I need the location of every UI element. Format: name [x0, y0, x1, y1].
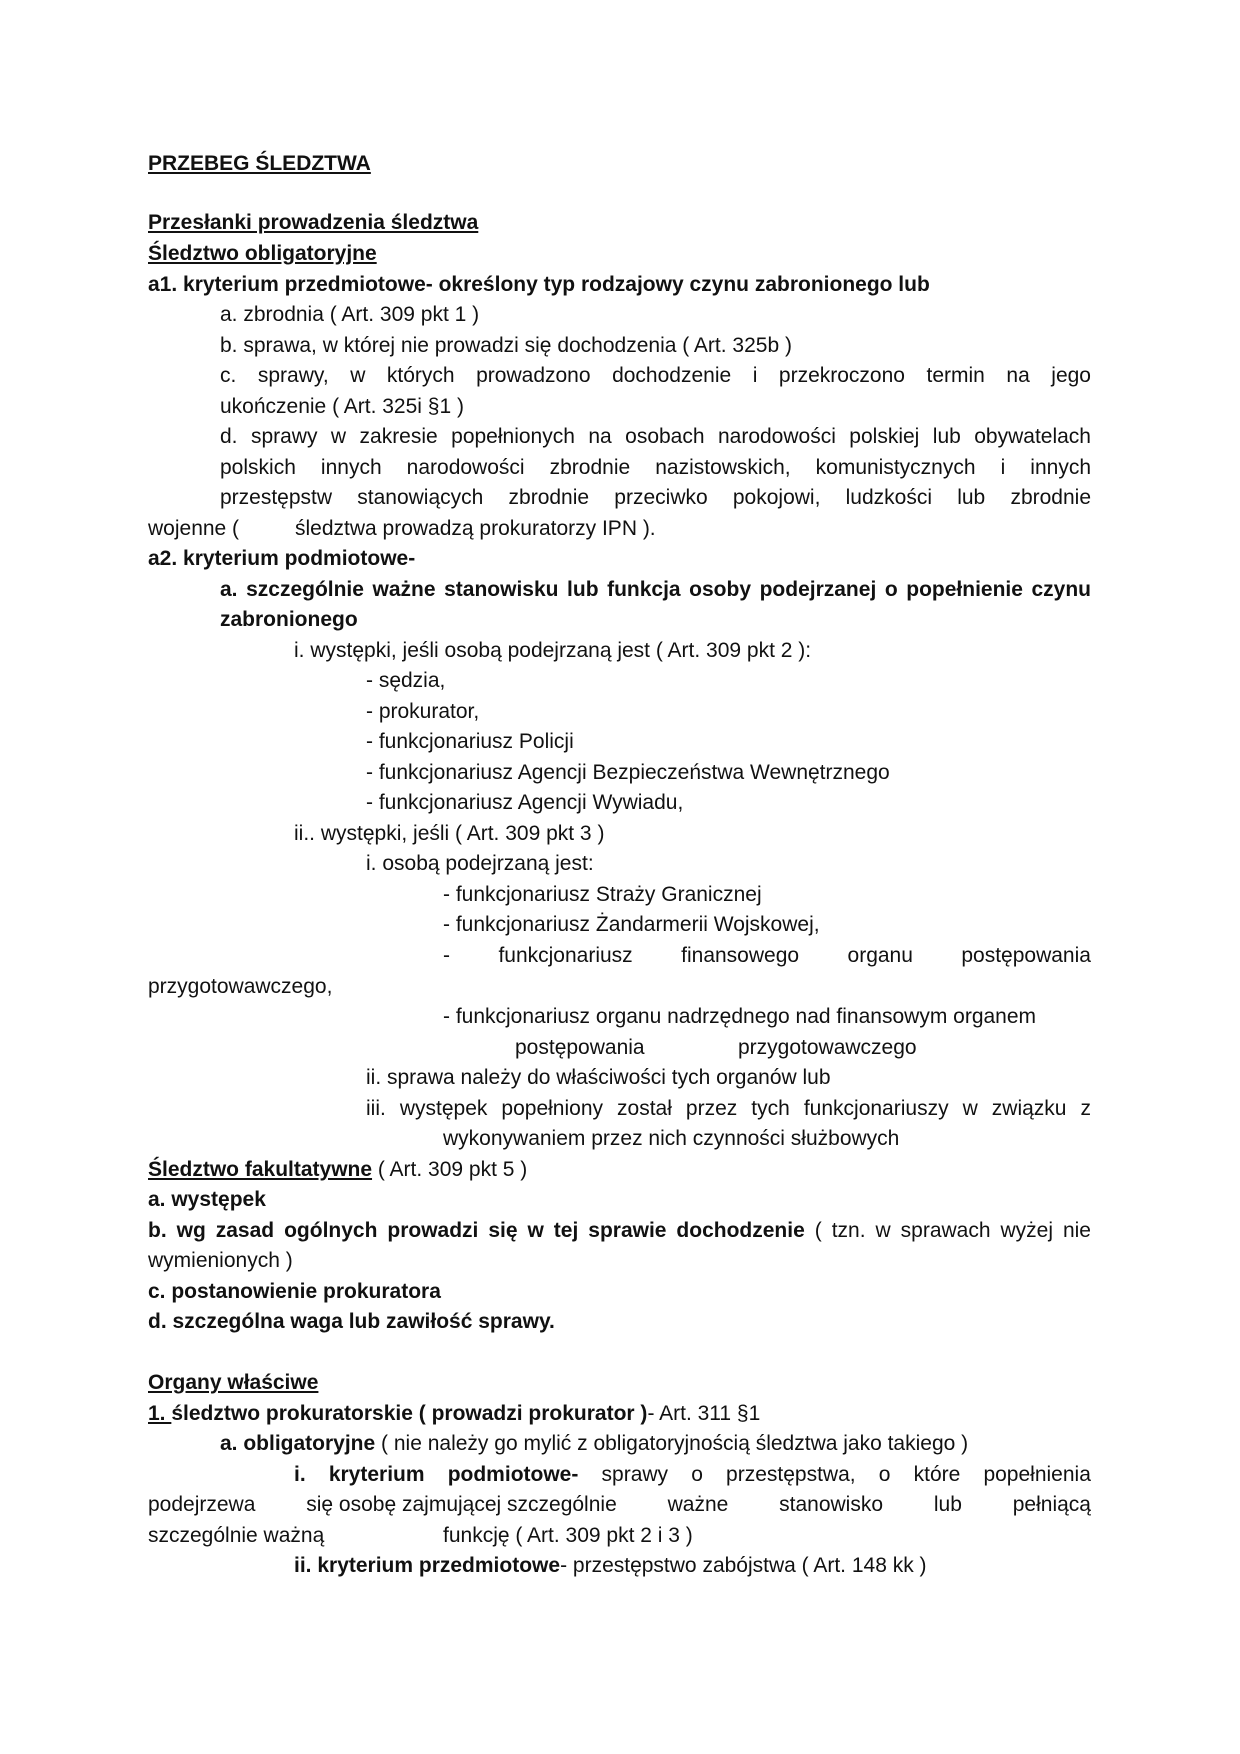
word: stanowisko	[779, 1493, 884, 1516]
list-item: - prokurator,	[366, 700, 480, 723]
subheading-facultative: Śledztwo fakultatywne	[148, 1158, 373, 1181]
item-a1-a: a. zbrodnia ( Art. 309 pkt 1 )	[220, 303, 480, 326]
item-a1-d-line2: polskich innych narodowości zbrodnie nazistowskich, komunistycznych i innych	[220, 456, 1091, 479]
word: -	[443, 944, 450, 967]
facultative-b-line2: wymienionych )	[148, 1249, 293, 1272]
facultative-b-line1	[148, 1217, 1091, 1245]
item-a1-d-line4a: wojenne (	[148, 517, 240, 540]
word: popełnienia	[983, 1463, 1091, 1486]
list-item-superior-line2a: postępowania	[515, 1036, 645, 1059]
facultative-heading-line	[148, 1156, 527, 1184]
list-item-superior-line1: - funkcjonariusz organu nadrzędnego nad finansowym organem	[443, 1005, 1037, 1028]
word: postępowania	[961, 944, 1091, 967]
organs-p1-num: 1.	[148, 1402, 172, 1425]
word: przestępstwa,	[726, 1463, 856, 1486]
word: pełniącą	[1012, 1493, 1091, 1516]
organs-a-ii-rest: - przestępstwo zabójstwa ( Art. 148 kk )	[560, 1554, 927, 1577]
word: o	[878, 1463, 891, 1486]
list-item: - funkcjonariusz Agencji Wywiadu,	[366, 791, 684, 814]
word: o	[691, 1463, 703, 1486]
list-item: - funkcjonariusz Żandarmerii Wojskowej,	[443, 913, 820, 936]
facultative-c: c. postanowienie prokuratora	[148, 1280, 441, 1303]
organs-a-ii-bold: ii. kryterium przedmiotowe	[294, 1554, 561, 1577]
word: finansowego	[681, 944, 800, 967]
organs-p1-rest: - Art. 311 §1	[647, 1402, 761, 1425]
word: kryterium	[328, 1463, 425, 1486]
criterion-a2: a2. kryterium podmiotowe-	[148, 547, 416, 570]
section-heading-organs: Organy właściwe	[148, 1371, 319, 1394]
organs-a	[220, 1430, 968, 1458]
list-item: - funkcjonariusz Agencji Bezpieczeństwa Wewnętrznego	[366, 761, 890, 784]
organs-a-bold: a. obligatoryjne	[220, 1432, 376, 1455]
word: i.	[294, 1463, 306, 1486]
list-item: - funkcjonariusz Straży Granicznej	[443, 883, 762, 906]
word: się osobę zajmującej szczególnie	[306, 1493, 617, 1516]
facultative-b-rest: ( tzn. w sprawach wyżej nie	[804, 1219, 1091, 1242]
word: sprawy	[601, 1463, 669, 1486]
item-a2-ii-ii: ii. sprawa należy do właściwości tych organów lub	[366, 1066, 831, 1089]
word: które	[913, 1463, 961, 1486]
organs-a-i-line3a: szczególnie ważną	[148, 1524, 325, 1547]
item-a1-b: b. sprawa, w której nie prowadzi się dochodzenia ( Art. 325b )	[220, 334, 792, 357]
item-a1-c-line2: ukończenie ( Art. 325i §1 )	[220, 395, 464, 418]
item-a1-c-line1: c. sprawy, w których prowadzono dochodzenie i przekroczono termin na jego	[220, 364, 1091, 387]
item-a2-ii: ii.. występki, jeśli ( Art. 309 pkt 3 )	[294, 822, 605, 845]
organs-a-ii	[294, 1552, 927, 1580]
item-a2-a-line1: a. szczególnie ważne stanowisku lub funkcja osoby podejrzanej o popełnienie czynu	[220, 578, 1091, 601]
document-title: PRZEBEG ŚLEDZTWA	[148, 152, 371, 175]
list-item-superior-line2b: przygotowawczego	[738, 1036, 917, 1059]
item-a2-i: i. występki, jeśli osobą podejrzaną jest ( Art. 309 pkt 2 ):	[294, 639, 812, 662]
item-a2-ii-i: i. osobą podejrzaną jest:	[366, 852, 594, 875]
word: lub	[933, 1493, 962, 1516]
list-item-financial-cont: przygotowawczego,	[148, 975, 333, 998]
organs-p1-bold: śledztwo prokuratorskie ( prowadzi prokurator )	[171, 1402, 648, 1425]
item-a2-ii-iii-line2: wykonywaniem przez nich czynności służbowych	[443, 1127, 900, 1150]
criterion-a1: a1. kryterium przedmiotowe- określony typ rodzajowy czynu zabronionego lub	[148, 273, 930, 296]
facultative-ref: ( Art. 309 pkt 5 )	[372, 1158, 528, 1181]
word: organu	[847, 944, 913, 967]
facultative-d: d. szczególna waga lub zawiłość sprawy.	[148, 1310, 555, 1333]
word: podmiotowe-	[447, 1463, 579, 1486]
subheading-obligatory: Śledztwo obligatoryjne	[148, 242, 377, 265]
word: podejrzewa	[148, 1493, 256, 1516]
word: funkcjonariusz	[498, 944, 633, 967]
facultative-a: a. występek	[148, 1188, 266, 1211]
organs-a-rest: ( nie należy go mylić z obligatoryjnością śledztwa jako takiego )	[375, 1432, 969, 1455]
organs-p1	[148, 1400, 760, 1428]
item-a1-d-line1: d. sprawy w zakresie popełnionych na osobach narodowości polskiej lub obywatelach	[220, 425, 1091, 448]
facultative-b-bold: b. wg zasad ogólnych prowadzi się w tej sprawie dochodzenie	[148, 1219, 805, 1242]
section-heading-premises: Przesłanki prowadzenia śledztwa	[148, 211, 479, 234]
item-a2-ii-iii-line1: iii. występek popełniony został przez tych funkcjonariuszy w związku z	[366, 1097, 1091, 1120]
list-item: - funkcjonariusz Policji	[366, 730, 574, 753]
item-a1-d-line4b: śledztwa prowadzą prokuratorzy IPN ).	[295, 517, 656, 540]
item-a2-a-line2: zabronionego	[220, 608, 358, 631]
organs-a-i-line1	[294, 1461, 1091, 1489]
list-item-financial	[443, 942, 1091, 970]
list-item: - sędzia,	[366, 669, 446, 692]
organs-a-i-line2	[148, 1491, 1091, 1519]
word: ważne	[667, 1493, 729, 1516]
organs-a-i-line3b: funkcję ( Art. 309 pkt 2 i 3 )	[443, 1524, 693, 1547]
item-a1-d-line3: przestępstw stanowiących zbrodnie przeciwko pokojowi, ludzkości lub zbrodnie	[220, 486, 1091, 509]
